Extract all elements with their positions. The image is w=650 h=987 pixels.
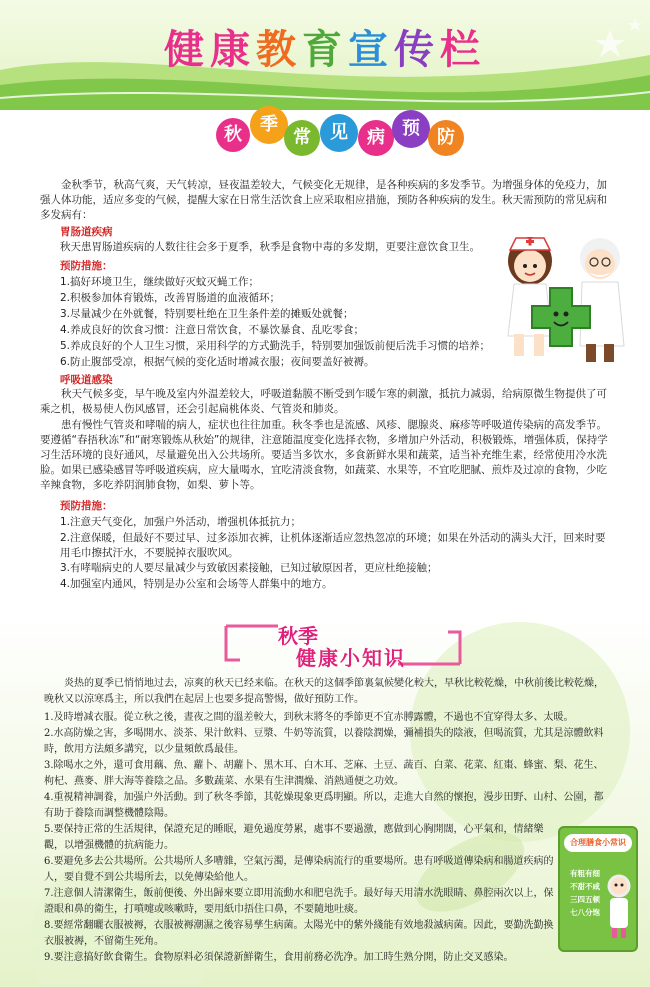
respiratory-measure-item: 2.注意保暖，但最好不要过早、过多添加衣裤，让机体逐渐适应忽热忽凉的环境；如果在外活动的满头大汗，回来时要用毛巾擦拭汗水，不要脱掉衣服吹风。	[60, 532, 606, 559]
gastro-measure-item: 4.养成良好的饮食习惯：注意日常饮食，不暴饮暴食、乱吃零食；	[60, 324, 365, 336]
title-char: 教	[256, 27, 302, 73]
knowledge-item: 3.除喝水之外，還可食用藕、魚、蘿卜、胡蘿卜、黑木耳、白木耳、芝麻、土豆、蔬百、白菜、花菜、紅棗、蜂蜜、梨、花生、枸杞、燕麥、胖大海等養陰之品。多數蔬菜、水果有生津潤燥、消熱通便之功效。	[44, 760, 604, 787]
gastro-measure-item: 2.积极参加体育锻炼，改善胃肠道的血液循环；	[60, 292, 281, 304]
title-char: 健	[164, 27, 210, 73]
nurse-doctor-illustration	[500, 226, 640, 366]
diet-card-line: 三四五顿	[570, 895, 600, 904]
respiratory-heading: 呼吸道感染	[60, 374, 113, 386]
title-char: 育	[302, 27, 348, 73]
respiratory-measures-label: 预防措施：	[60, 500, 113, 512]
knowledge-item: 1.及時增减衣服。從立秋之後，晝夜之間的溫差較大，到秋末將冬的季節更不宜赤膊露體，不過也不宜穿得太多、太暖。	[44, 712, 574, 723]
subtitle-char: 防	[428, 120, 464, 156]
knowledge-item: 7.注意個人清潔衛生，飯前便後、外出歸來要立即用流動水和肥皂洗手。最好每天用清水洗眼睛、鼻腔兩次以上，保證眼和鼻的衛生，打噴嚏或咳嗽時，要用紙巾捂住口鼻，不要隨地吐痰。	[44, 888, 554, 915]
gastro-measure-item: 3.尽量减少在外就餐，特别要杜绝在卫生条件差的摊贩处就餐；	[60, 308, 354, 320]
subtitle-char: 见	[320, 114, 358, 152]
knowledge-item: 8.要經常翻曬衣服被褥，衣服被褥潮濕之後容易孳生病菌。太陽光中的紫外綫能有效地殺滅病菌。因此，要勤洗勤換衣服被褥，不留衛生死角。	[44, 920, 554, 947]
title-char: 宣	[348, 27, 394, 73]
diet-card-line: 不甜不咸	[570, 882, 600, 891]
diet-card-line: 有粗有细	[570, 869, 600, 878]
diet-tips-card	[558, 826, 638, 952]
respiratory-measure-item: 4.加强室内通风，特别是办公室和会场等人群集中的地方。	[60, 578, 333, 590]
knowledge-item: 4.重視精神調養，加强户外活動。到了秋冬季節，其乾燥現象更爲明顯。所以，走進大自然的懷抱，漫步田野、山村、公園，都有助于養陰而調整機體陰陽。	[44, 792, 604, 819]
intro-paragraph: 金秋季节，秋高气爽，天气转凉，昼夜温差较大，气候变化无规律，是各种疾病的多发季节。为增强身体的免疫力，加强人体功能，适应多变的气候，提醒大家在日常生活饮食上应采取相应措施，预防各种疾病的发生。秋天需预防的常见病和多发病有：	[40, 179, 607, 221]
respiratory-measure-item: 1.注意天气变化，加强户外活动，增强机体抵抗力；	[60, 516, 302, 528]
knowledge-title-line1: 秋季	[278, 624, 318, 648]
knowledge-item: 2.水高防燥之害，多喝開水、淡茶、果汁飲料、豆漿、牛奶等流質，以養陰潤燥，彌補損失的陰液，但喝流質，尤其是涼體飲料時，飲用方法頗多講究，以少量頻飲爲最佳。	[44, 728, 604, 755]
diet-card-line: 七八分饱	[570, 908, 600, 917]
respiratory-measure-item: 3.有哮喘病史的人要尽量减少与致敏因素接触，已知过敏原因者，更应杜绝接触；	[60, 562, 438, 574]
gastro-measure-item: 1.搞好环境卫生，继续做好灭蚊灭蝇工作；	[60, 276, 260, 288]
subtitle-char: 预	[392, 110, 430, 148]
knowledge-title-line2: 健康小知识	[296, 646, 406, 670]
subtitle-char: 病	[358, 120, 394, 156]
subtitle-bubbles	[216, 106, 486, 166]
title-char: 传	[394, 27, 440, 73]
gastro-measure-item: 5.养成良好的个人卫生习惯，采用科学的方式勤洗手，特别要加强饭前便后洗手习惯的培养；	[60, 340, 491, 352]
doctor-mascot-icon	[604, 872, 634, 942]
knowledge-item: 6.要避免多去公共場所。公共場所人多嘈雜，空氣污濁，是傳染病流行的重要場所。患有呼吸道傳染病和腸道疾病的人，要自覺不到公共場所去，以免傳染給他人。	[44, 856, 554, 883]
subtitle-char: 常	[284, 120, 320, 156]
knowledge-intro: 炎热的夏季已悄悄地过去，凉爽的秋天已经来临。在秋天的这個季節裏氣候變化較大，早秋比較乾燥，中秋前後比較乾燥，晚秋又以涼寒爲主，所以我們在起居上也要多提高警惕，做好預防工作。	[44, 678, 604, 705]
gastro-heading: 胃肠道疾病	[60, 226, 113, 238]
gastro-measures-label: 预防措施：	[60, 260, 113, 272]
subtitle-char: 秋	[216, 118, 250, 152]
gastro-description: 秋天患胃肠道疾病的人数往往会多于夏季，秋季是食物中毒的多发期，更要注意饮食卫生。	[60, 241, 480, 253]
title-char: 栏	[440, 27, 486, 73]
page-title	[0, 18, 650, 75]
diet-card-title: 合理膳食小常识	[564, 834, 632, 852]
title-char: 康	[210, 27, 256, 73]
gastro-measure-item: 6.防止腹部受凉，根据气候的变化适时增减衣服；夜间要盖好被褥。	[60, 356, 375, 368]
respiratory-description: 秋天气候多变，早午晚及室内外温差较大，呼吸道黏膜不断受到乍暖乍寒的刺激，抵抗力减弱，给病原微生物提供了可乘之机，极易使人伤风感冒，还会引起扁桃体炎、气管炎和肺炎。	[40, 388, 607, 415]
respiratory-description-2: 患有慢性气管炎和哮喘的病人，症状也往往加重。秋冬季也是流感、风疹、腮腺炎、麻疹等呼吸道传染病的高发季节。要遵循“春捂秋冻”和“耐寒锻炼从秋始”的规律，注意随温度变化选择衣物，多增加户外活动，积极锻炼，增强体质，保持学习生活环境的良好通风，尽量避免出入公共场所。要适当多饮水，多食新鲜水果和蔬菜，适当补充维生素，经常使用冷水洗脸。如果已感染感冒等呼吸道疾病，应大量喝水，宜吃清淡食物，如蔬菜、水果等，不宜吃肥腻、煎炸及过凉的食物，少吃辛辣食物，多吃养阴润肺食物，如梨、萝卜等。	[40, 419, 608, 491]
knowledge-item: 9.要注意搞好飲食衛生。食物原料必須保證新鮮衛生，食用前務必洗净。加工時生熟分開，防止交叉感染。	[44, 952, 514, 963]
subtitle-char: 季	[250, 106, 288, 144]
knowledge-item: 5.要保持正常的生活規律，保證充足的睡眠，避免過度勞累，處事不要過激，應做到心胸開闊，心平氣和，情緒樂觀，以增强機體的抗病能力。	[44, 824, 544, 851]
